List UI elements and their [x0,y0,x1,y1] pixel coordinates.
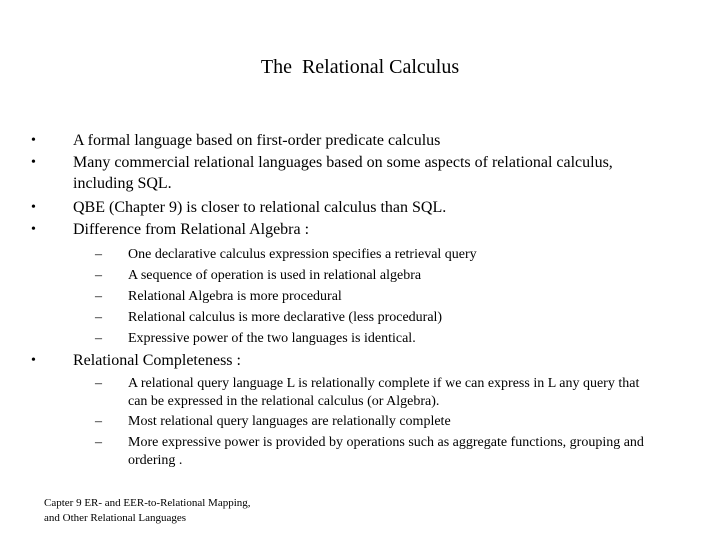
bullet-text: Difference from Relational Algebra : [73,221,310,238]
slide-footer [44,496,251,526]
dash-marker: – [95,435,102,450]
footer-line: and Other Relational Languages [44,512,187,524]
dash-marker: – [95,331,102,346]
dash-marker: – [95,310,102,325]
bullet-text: Many commercial relational languages based on some aspects of relational calculus, including SQL. [73,154,613,192]
sub-item-text: More expressive power is provided by operations such as aggregate functions, grouping and ordering . [128,435,644,468]
sub-item-text: A sequence of operation is used in relational algebra [128,268,422,283]
sub-item-text: One declarative calculus expression specifies a retrieval query [128,247,477,262]
dash-marker: – [95,268,102,283]
sub-item-text: A relational query language L is relationally complete if we can express in L any query that can be expressed in the relational calculus (or Algebra). [128,376,640,409]
sub-item-text: Relational calculus is more declarative (less procedural) [128,310,443,325]
bullet-text: Relational Completeness : [73,352,241,369]
footer-line: Capter 9 ER- and EER-to-Relational Mapping, [44,497,251,509]
bullet-text: A formal language based on first-order predicate calculus [73,132,441,149]
dash-marker: – [95,376,102,391]
bullet-marker: • [31,133,36,148]
dash-marker: – [95,289,102,304]
bullet-text: QBE (Chapter 9) is closer to relational calculus than SQL. [73,199,447,216]
sub-item-text: Expressive power of the two languages is identical. [128,331,416,346]
bullet-marker: • [31,222,36,237]
sub-item-text: Most relational query languages are relationally complete [128,414,451,429]
slide-title: The Relational Calculus [260,56,460,78]
bullet-marker: • [31,353,36,368]
dash-marker: – [95,414,102,429]
sub-item-text: Relational Algebra is more procedural [128,289,342,304]
dash-marker: – [95,247,102,262]
bullet-marker: • [31,200,36,215]
bullet-marker: • [31,155,36,170]
